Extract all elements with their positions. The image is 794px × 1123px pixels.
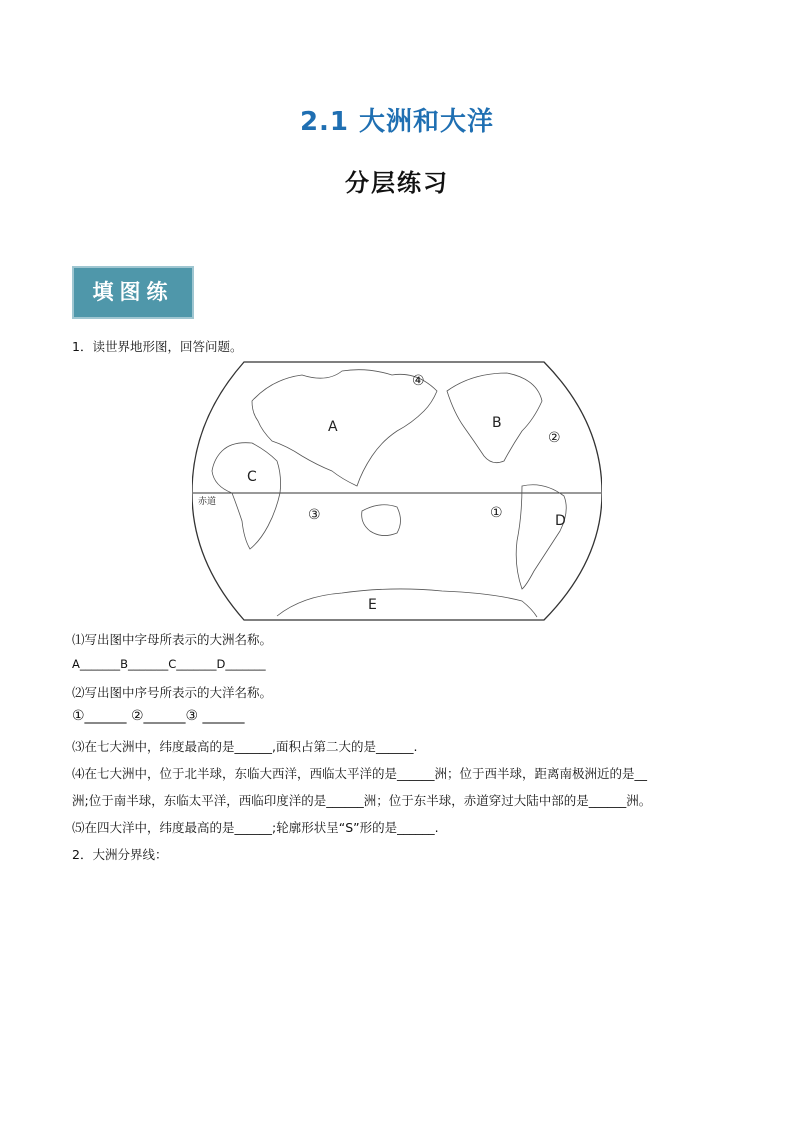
page-subtitle: 分层练习 [345,169,449,197]
africa-outline [212,443,281,549]
map-label-b: B [492,415,502,431]
question-1-part-5: ⑸在四大洋中，纬度最高的是______;轮廓形状呈“S”形的是______. [72,820,439,835]
map-label-e: E [368,597,377,613]
section-label: 填图练 [92,280,174,304]
map-label-ocean-3: ③ [308,507,321,523]
eurasia-outline [252,370,437,486]
question-2-prompt: 2．大洲分界线： [72,847,168,862]
question-1-part-3: ⑶在七大洲中，纬度最高的是______,面积占第二大的是______. [72,739,418,754]
question-1-part-2-blanks: ①______ ②______③ ______ [72,708,245,724]
map-label-ocean-1: ① [490,505,503,521]
map-frame [192,362,602,620]
world-map-figure [192,361,602,621]
section-header-box [72,266,194,319]
map-label-equator: 赤道 [198,497,217,507]
question-1-part-1: ⑴写出图中字母所表示的大洲名称。 [72,632,273,647]
map-label-ocean-4: ④ [412,373,425,389]
australia-outline [362,505,401,536]
map-label-d: D [555,513,566,529]
map-label-ocean-2: ② [548,430,561,446]
south-america-outline [516,485,566,589]
question-1-part-1-blanks: A_______B_______C_______D_______ [72,657,266,671]
page-title: 2.1 大洲和大洋 [299,107,495,137]
question-1-part-2: ⑵写出图中序号所表示的大洋名称。 [72,685,273,700]
antarctica-outline [277,589,537,617]
question-1-part-4-line-2: 洲;位于南半球，东临太平洋，西临印度洋的是______洲；位于东半球，赤道穿过大陆中部的是______洲。 [72,793,652,808]
map-label-c: C [247,469,257,485]
map-label-a: A [328,419,338,435]
question-1-part-4-line-1: ⑷在七大洲中，位于北半球，东临大西洋，西临太平洋的是______洲；位于西半球，距离南极洲近的是__ [72,766,648,781]
question-1-prompt: 1．读世界地形图，回答问题。 [72,339,243,354]
